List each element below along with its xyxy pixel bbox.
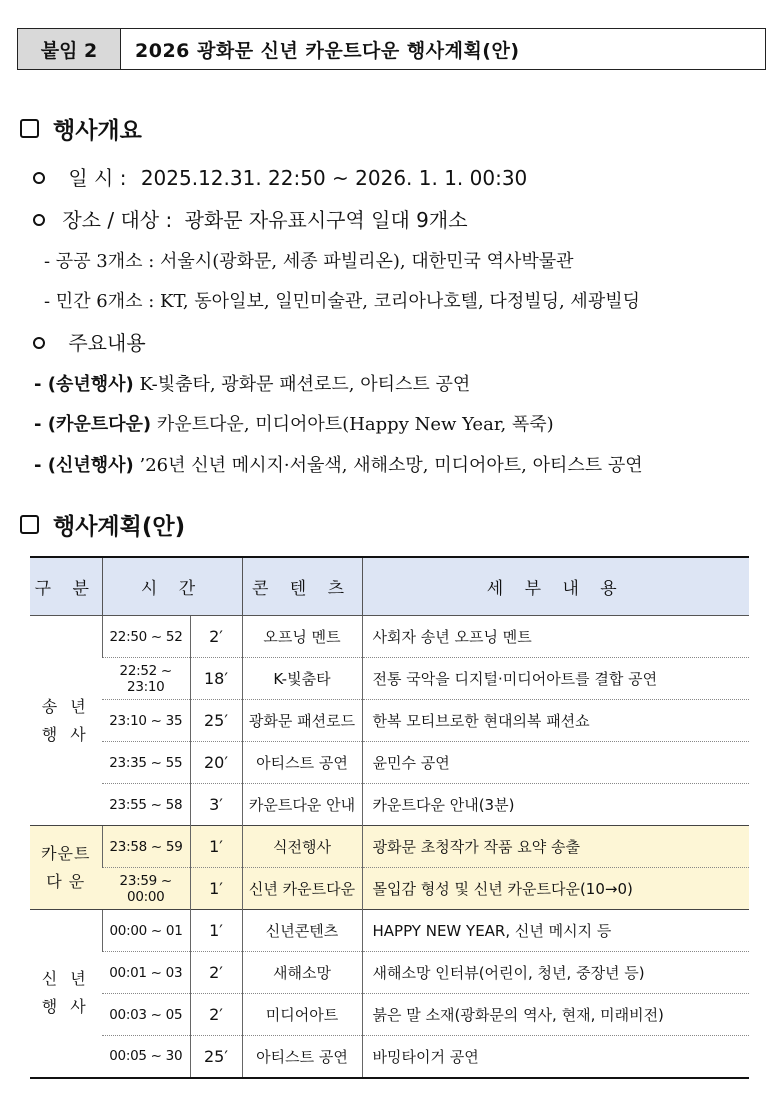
content-cell: 광화문 패션로드	[242, 700, 362, 742]
time-cell: 23:10 ~ 35	[102, 700, 190, 742]
venue-public: - 공공 3개소 : 서울시(광화문, 세종 파빌리온), 대한민국 역사박물관	[44, 251, 574, 272]
detail-cell: 광화문 초청작가 작품 요약 송출	[362, 826, 749, 868]
group-countdown: 카운트 다 운	[30, 826, 102, 910]
checkbox-square-icon	[20, 119, 39, 138]
detail-cell: 윤민수 공연	[362, 742, 749, 784]
content-cell: 미디어아트	[242, 994, 362, 1036]
table-row	[30, 994, 749, 1036]
venue-label: 장소 / 대상 :	[62, 208, 173, 232]
duration-cell: 1′	[190, 868, 242, 910]
duration-cell: 2′	[190, 994, 242, 1036]
time-cell: 00:05 ~ 30	[102, 1036, 190, 1078]
duration-cell: 25′	[190, 1036, 242, 1078]
table-row	[30, 742, 749, 784]
table-row	[30, 1036, 749, 1078]
group-newyear: 신 년 행 사	[30, 910, 102, 1078]
time-cell: 00:00 ~ 01	[102, 910, 190, 952]
checkbox-square-icon	[20, 515, 39, 534]
detail-cell: 사회자 송년 오프닝 멘트	[362, 616, 749, 658]
content-cell: 새해소망	[242, 952, 362, 994]
plan-heading: 행사계획(안)	[20, 508, 185, 541]
column-header-category: 구 분	[30, 557, 102, 616]
column-header-content: 콘 텐 츠	[242, 557, 362, 616]
time-cell: 22:52 ~ 23:10	[102, 658, 190, 700]
duration-cell: 1′	[190, 826, 242, 868]
group-farewell: 송 년 행 사	[30, 616, 102, 826]
duration-cell: 20′	[190, 742, 242, 784]
table-header-row	[30, 557, 749, 616]
time-cell: 23:55 ~ 58	[102, 784, 190, 826]
duration-cell: 2′	[190, 952, 242, 994]
detail-cell: 새해소망 인터뷰(어린이, 청년, 중장년 등)	[362, 952, 749, 994]
venue-value: 광화문 자유표시구역 일대 9개소	[184, 208, 468, 232]
duration-cell: 1′	[190, 910, 242, 952]
venue-private: - 민간 6개소 : KT, 동아일보, 일민미술관, 코리아나호텔, 다정빌딩, 세광빌딩	[44, 291, 640, 312]
document-header	[17, 28, 766, 70]
time-cell: 23:58 ~ 59	[102, 826, 190, 868]
contents-label: 주요내용	[68, 331, 146, 355]
circle-bullet-icon	[30, 334, 48, 352]
content-cell: 신년 카운트다운	[242, 868, 362, 910]
date-line	[30, 162, 527, 191]
content-item-newyear: - (신년행사) ’26년 신년 메시지·서울색, 새해소망, 미디어아트, 아티스트 공연	[34, 455, 643, 476]
detail-cell: 붉은 말 소재(광화문의 역사, 현재, 미래비전)	[362, 994, 749, 1036]
detail-cell: 바밍타이거 공연	[362, 1036, 749, 1078]
event-plan-table	[30, 556, 749, 1079]
circle-bullet-icon	[30, 211, 48, 229]
column-header-time: 시 간	[102, 557, 242, 616]
time-cell: 22:50 ~ 52	[102, 616, 190, 658]
table-row	[30, 700, 749, 742]
circle-bullet-icon	[30, 169, 48, 187]
table-row	[30, 826, 749, 868]
table-row	[30, 616, 749, 658]
time-cell: 00:03 ~ 05	[102, 994, 190, 1036]
content-item-farewell: - (송년행사) K-빛춤타, 광화문 패션로드, 아티스트 공연	[34, 374, 471, 395]
content-cell: K-빛춤타	[242, 658, 362, 700]
overview-heading: 행사개요	[20, 112, 142, 145]
detail-cell: 한복 모티브로한 현대의복 패션쇼	[362, 700, 749, 742]
detail-cell: HAPPY NEW YEAR, 신년 메시지 등	[362, 910, 749, 952]
document-title: 2026 광화문 신년 카운트다운 행사계획(안)	[135, 39, 520, 62]
date-label: 일 시 :	[68, 166, 127, 190]
table-row	[30, 868, 749, 910]
detail-cell: 전통 국악을 디지털·미디어아트를 결합 공연	[362, 658, 749, 700]
time-cell: 00:01 ~ 03	[102, 952, 190, 994]
time-cell: 23:35 ~ 55	[102, 742, 190, 784]
table-row	[30, 658, 749, 700]
table-row	[30, 784, 749, 826]
contents-line	[30, 327, 146, 356]
table-row	[30, 952, 749, 994]
time-cell: 23:59 ~ 00:00	[102, 868, 190, 910]
date-value: 2025.12.31. 22:50 ~ 2026. 1. 1. 00:30	[140, 166, 528, 190]
venue-line	[30, 204, 468, 233]
duration-cell: 25′	[190, 700, 242, 742]
duration-cell: 2′	[190, 616, 242, 658]
content-item-countdown: - (카운트다운) 카운트다운, 미디어아트(Happy New Year, 폭죽)	[34, 414, 554, 435]
attachment-tag: 붙임 2	[18, 29, 121, 69]
content-cell: 오프닝 멘트	[242, 616, 362, 658]
table-row	[30, 910, 749, 952]
column-header-detail: 세 부 내 용	[362, 557, 749, 616]
content-cell: 아티스트 공연	[242, 742, 362, 784]
detail-cell: 몰입감 형성 및 신년 카운트다운(10→0)	[362, 868, 749, 910]
duration-cell: 3′	[190, 784, 242, 826]
content-cell: 식전행사	[242, 826, 362, 868]
content-cell: 신년콘텐츠	[242, 910, 362, 952]
content-cell: 아티스트 공연	[242, 1036, 362, 1078]
detail-cell: 카운트다운 안내(3분)	[362, 784, 749, 826]
duration-cell: 18′	[190, 658, 242, 700]
content-cell: 카운트다운 안내	[242, 784, 362, 826]
